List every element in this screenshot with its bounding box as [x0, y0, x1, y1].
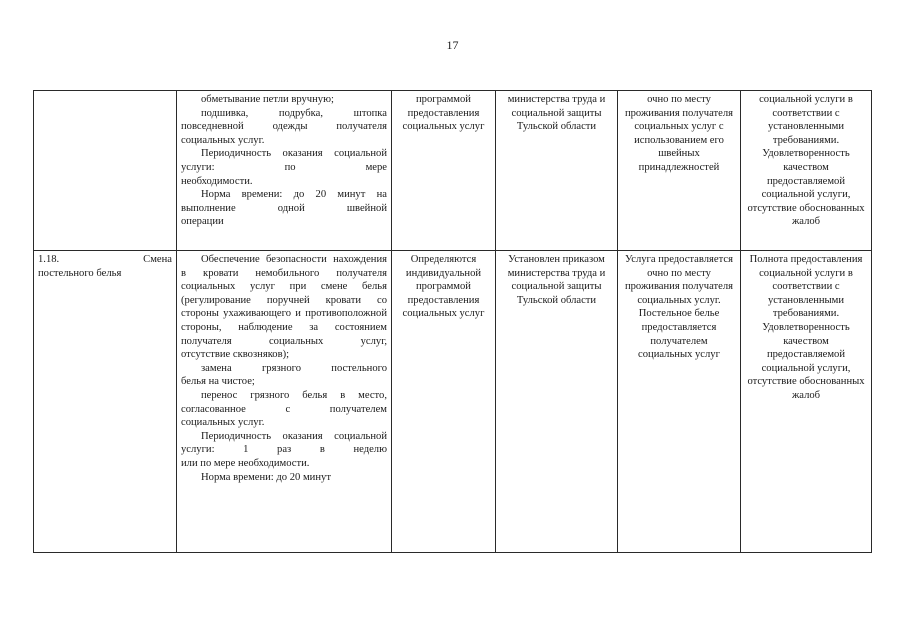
services-table	[33, 90, 872, 553]
row1-quality-cell: социальной услуги в соответствии с установленными требованиями. Удовлетворенность качеством предоставляемой социальной услуги, отсутствие обоснованных жалоб	[741, 91, 872, 251]
row1-conditions-cell: очно по месту проживания получателя социальных услуг с использованием его швейных принадлежностей	[618, 91, 741, 251]
row2-desc-paragraph: или по мере необходимости.	[181, 457, 310, 469]
row1-desc-line: Периодичность оказания социальной услуги: по мере	[181, 148, 387, 173]
row1-desc-line: подшивка, подрубка, штопка повседневной одежды получателя	[181, 107, 387, 133]
row1-program-cell: программой предоставления социальных услуг	[392, 91, 496, 251]
row2-conditions-cell: Услуга предоставляется очно по месту проживания получателя социальных услуг. Постельное белье предоставляется получателем социальных услуг	[618, 251, 741, 553]
row2-quality-cell: Полнота предоставления социальной услуги в соответствии с установленными требованиями. Удовлетворенность качеством предоставляемой социальной услуги, отсутствие обоснованных жалоб	[741, 251, 872, 553]
row1-desc-line: операции	[181, 216, 224, 228]
row2-program-cell: Определяются индивидуальной программой предоставления социальных услуг	[392, 251, 496, 553]
row1-desc-line: обметывание петли вручную;	[201, 94, 334, 105]
row1-desc-line: необходимости.	[181, 175, 253, 187]
row1-desc-line: социальных услуг.	[181, 134, 265, 146]
row1-number-cell	[34, 91, 177, 251]
table-row	[34, 251, 872, 553]
row2-service-name-word: Смена	[143, 254, 172, 265]
row2-desc-paragraph: отсутствие сквозняков);	[181, 349, 290, 361]
row1-desc-line: Норма времени: до 20 минут на выполнение одной швейной	[181, 189, 387, 214]
row2-number-cell	[34, 251, 177, 553]
row2-description-cell	[177, 251, 392, 553]
row2-desc-paragraph: социальных услуг.	[181, 417, 265, 429]
page-number: 17	[446, 38, 459, 52]
row2-desc-paragraph: замена грязного постельного	[201, 362, 387, 374]
row2-desc-paragraph: Норма времени: до 20 минут	[201, 471, 331, 483]
row1-description-cell	[177, 91, 392, 251]
row2-order-cell: Установлен приказом министерства труда и социальной защиты Тульской области	[496, 251, 618, 553]
row2-desc-paragraph: перенос грязного белья в место, согласованное с получателем	[181, 389, 387, 415]
row2-service-number: 1.18.	[38, 254, 60, 265]
table-row	[34, 91, 872, 251]
row1-order-cell: министерства труда и социальной защиты Тульской области	[496, 91, 618, 251]
row2-desc-paragraph: Периодичность оказания социальной услуги: 1 раз в неделю	[181, 430, 387, 456]
row2-desc-paragraph: белья на чистое;	[181, 376, 255, 388]
row2-service-name: постельного белья	[38, 267, 122, 279]
row2-desc-paragraph: Обеспечение безопасности нахождения в кровати немобильного получателя социальных услуг при смене белья (регулирование поручней кровати со стороны ухаживающего и противоположной стороны, наблюдение за состоянием получателя социальных услуг,	[181, 254, 387, 347]
